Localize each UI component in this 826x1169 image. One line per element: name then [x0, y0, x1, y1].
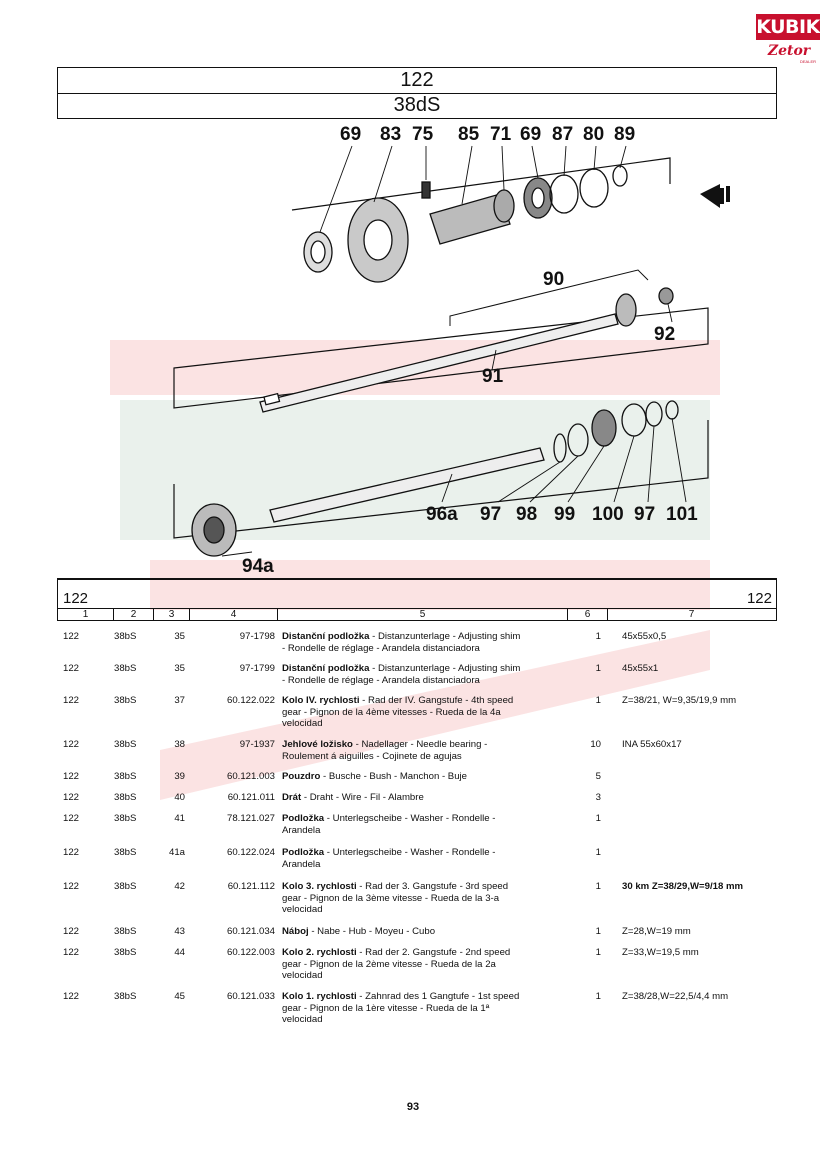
- row-note: 45x55x1: [622, 663, 659, 674]
- row-description-desc2: Arandela: [282, 858, 321, 870]
- row-note: Z=33,W=19,5 mm: [622, 947, 699, 958]
- table-header: [57, 608, 777, 621]
- row-group: 122: [63, 926, 80, 937]
- parts-table: [57, 578, 777, 1025]
- col-header-7: 7: [688, 609, 695, 620]
- row-description-cz: Kolo IV. rychlosti: [282, 695, 360, 706]
- row-section: 38bS: [114, 947, 137, 958]
- row-description-line1: - Distanzunterlage - Adjusting shim: [369, 663, 521, 674]
- row-part-number: 97-1937: [239, 739, 275, 750]
- row-note: Z=38/21, W=9,35/19,9 mm: [622, 695, 737, 706]
- row-section: 38bS: [114, 881, 137, 892]
- callout-91: 91: [482, 366, 504, 387]
- kubik-zetor-logo: [756, 14, 820, 64]
- row-description-line1: - Busche - Bush - Manchon - Buje: [320, 771, 468, 782]
- table-group-bar: [57, 578, 777, 608]
- callout-90: 90: [543, 269, 565, 290]
- row-section: 38bS: [114, 631, 137, 642]
- row-description-cz: Pouzdro: [282, 771, 321, 782]
- key-75: [422, 182, 430, 198]
- row-note: 30 km Z=38/29,W=9/18 mm: [622, 881, 744, 892]
- row-description-desc2: Roulement á aiguilles - Cojinete de agujas: [282, 750, 462, 762]
- row-section: 38bS: [114, 813, 137, 824]
- row-section: 38bS: [114, 739, 137, 750]
- row-quantity: 1: [595, 991, 601, 1002]
- page-number: 93: [406, 1101, 420, 1113]
- row-position: 41a: [168, 847, 185, 858]
- row-note: Z=28,W=19 mm: [622, 926, 691, 937]
- col-header-1: 1: [58, 609, 114, 620]
- row-quantity: 3: [595, 792, 601, 803]
- row-note: 45x55x0,5: [622, 631, 667, 642]
- row-description-desc2: gear - Pignon de la 4ème vitesses - Rueda de la 4a: [282, 706, 501, 718]
- ring-89: [613, 166, 627, 186]
- row-description-line1: - Distanzunterlage - Adjusting shim: [369, 631, 521, 642]
- bush-71: [494, 190, 514, 222]
- row-part-number: 60.121.011: [227, 792, 275, 803]
- row-part-number: 60.122.022: [226, 695, 275, 706]
- row-position: 43: [174, 926, 185, 937]
- row-note: Z=38/28,W=22,5/4,4 mm: [622, 991, 729, 1002]
- row-part-number: 60.121.034: [226, 926, 275, 937]
- row-section: 38bS: [114, 792, 137, 803]
- row-description-cz: Podložka: [282, 847, 325, 858]
- callout-85: 85: [458, 124, 480, 145]
- row-section: 38bS: [114, 695, 137, 706]
- row-description-line1: - Unterlegscheibe - Washer - Rondelle -: [324, 847, 496, 858]
- logo-dealer: DEALER: [800, 59, 817, 64]
- row-description-desc3: velocidad: [282, 1014, 323, 1025]
- row-group: 122: [63, 663, 80, 674]
- row-quantity: 1: [595, 881, 601, 892]
- section-code: 38dS: [393, 94, 441, 116]
- row-group: 122: [63, 847, 80, 858]
- row-description-desc2: gear - Pignon de la 2ème vitesse - Rueda de la 2a: [282, 958, 496, 970]
- row-section: 38bS: [114, 847, 137, 858]
- row-description-line1: - Zahnrad des 1 Gangtufe - 1st speed: [356, 991, 520, 1002]
- gear-end-90: [616, 294, 636, 326]
- row-description: [282, 991, 572, 1026]
- callout-99: 99: [554, 504, 576, 525]
- row-description-cz: Distanční podložka: [282, 663, 370, 674]
- row-quantity: 10: [590, 739, 601, 750]
- col-header-6: 6: [568, 609, 608, 620]
- ring-97b: [646, 402, 662, 426]
- row-group: 122: [63, 695, 80, 706]
- row-part-number: 60.122.003: [226, 947, 275, 958]
- row-position: 42: [174, 881, 185, 892]
- callout-75: 75: [412, 124, 434, 145]
- row-description-cz: Distanční podložka: [282, 631, 370, 642]
- row-group: 122: [63, 739, 80, 750]
- row-description-line1: - Rad der 3. Gangstufe - 3rd speed: [356, 881, 509, 892]
- row-group: 122: [63, 792, 80, 803]
- row-part-number: 60.122.024: [226, 847, 275, 858]
- row-description-cz: Podložka: [282, 813, 325, 824]
- row-description-line1: - Nabe - Hub - Moyeu - Cubo: [308, 926, 436, 937]
- row-quantity: 1: [595, 631, 601, 642]
- ring-97a: [554, 434, 566, 462]
- row-quantity: 1: [595, 663, 601, 674]
- row-description: [282, 947, 572, 982]
- row-description-cz: Jehlové ložisko: [282, 739, 353, 750]
- row-description-desc3: velocidad: [282, 904, 323, 915]
- table-group-left: 122: [63, 590, 89, 607]
- row-description-cz: Kolo 3. rychlosti: [282, 881, 357, 892]
- row-description: [282, 631, 572, 654]
- row-description-line1: - Unterlegscheibe - Washer - Rondelle -: [324, 813, 496, 824]
- section-header: [57, 67, 777, 119]
- row-description-desc3: velocidad: [282, 718, 323, 729]
- callout-101: 101: [666, 504, 698, 525]
- row-description-desc2: gear - Pignon de la 3ème vitesse - Rueda de la 3-a: [282, 892, 500, 904]
- row-part-number: 97-1799: [239, 663, 275, 674]
- col-header-2: 2: [114, 609, 154, 620]
- row-position: 44: [174, 947, 185, 958]
- row-description-desc2: - Rondelle de réglage - Arandela distanciadora: [282, 642, 480, 654]
- logo-sub: Zetor: [767, 43, 811, 59]
- row-part-number: 60.121.033: [226, 991, 275, 1002]
- nut-92: [659, 288, 673, 304]
- row-description-cz: Kolo 1. rychlosti: [282, 991, 357, 1002]
- bearing-99: [592, 410, 616, 446]
- col-header-5: 5: [278, 609, 568, 620]
- row-note: INA 55x60x17: [622, 739, 682, 750]
- row-section: 38bS: [114, 991, 137, 1002]
- ring-87: [550, 175, 578, 213]
- row-section: 38bS: [114, 771, 137, 782]
- row-position: 40: [174, 792, 185, 803]
- row-group: 122: [63, 991, 80, 1002]
- logo-brand: KUBIK: [756, 16, 820, 38]
- row-description-desc2: - Rondelle de réglage - Arandela distanciadora: [282, 674, 480, 686]
- row-quantity: 1: [595, 926, 601, 937]
- callout-96a: 96a: [426, 504, 458, 525]
- callout-97b: 97: [634, 504, 656, 525]
- row-group: 122: [63, 771, 80, 782]
- row-description: [282, 739, 572, 762]
- main-shaft: [260, 288, 676, 412]
- row-description-desc2: Arandela: [282, 824, 321, 836]
- callout-80: 80: [583, 124, 605, 145]
- row-description: [282, 771, 572, 783]
- row-description: [282, 926, 572, 938]
- row-group: 122: [63, 631, 80, 642]
- row-position: 38: [174, 739, 185, 750]
- row-position: 35: [174, 631, 185, 642]
- row-group: 122: [63, 881, 80, 892]
- row-quantity: 1: [595, 847, 601, 858]
- row-description-desc3: velocidad: [282, 970, 323, 981]
- row-position: 35: [174, 663, 185, 674]
- row-group: 122: [63, 813, 80, 824]
- row-description: [282, 663, 572, 686]
- row-part-number: 60.121.112: [227, 881, 275, 892]
- exploded-view-diagram: [160, 118, 730, 578]
- row-description-cz: Náboj: [282, 926, 309, 937]
- row-description-desc2: gear - Pignon de la 1ère vitesse - Rueda de la 1ª: [282, 1002, 490, 1014]
- ring-101: [666, 401, 678, 419]
- row-group: 122: [63, 947, 80, 958]
- ring-80: [580, 169, 608, 207]
- group-number: 122: [58, 68, 776, 94]
- row-position: 39: [174, 771, 185, 782]
- callout-83: 83: [380, 124, 402, 145]
- row-position: 45: [174, 991, 185, 1002]
- callout-87: 87: [552, 124, 574, 145]
- row-section: 38bS: [114, 663, 137, 674]
- row-description-line1: - Draht - Wire - Fil - Alambre: [301, 792, 424, 803]
- callout-71: 71: [490, 124, 512, 145]
- row-description-cz: Drát: [282, 792, 302, 803]
- row-description: [282, 847, 572, 870]
- row-quantity: 1: [595, 813, 601, 824]
- row-position: 41: [174, 813, 185, 824]
- row-position: 37: [174, 695, 185, 706]
- callout-98: 98: [516, 504, 538, 525]
- callout-69a: 69: [340, 124, 362, 145]
- row-quantity: 5: [595, 771, 601, 782]
- row-description: [282, 881, 572, 916]
- callout-69b: 69: [520, 124, 542, 145]
- row-description-line1: - Rad der 2. Gangstufe - 2nd speed: [356, 947, 511, 958]
- row-description-cz: Kolo 2. rychlosti: [282, 947, 357, 958]
- callout-94a: 94a: [242, 556, 274, 577]
- row-section: 38bS: [114, 926, 137, 937]
- row-description: [282, 695, 572, 730]
- row-quantity: 1: [595, 695, 601, 706]
- callout-92: 92: [654, 324, 676, 345]
- row-description-line1: - Rad der IV. Gangstufe - 4th speed: [359, 695, 514, 706]
- row-part-number: 60.121.003: [226, 771, 275, 782]
- direction-arrow-icon: [700, 184, 730, 208]
- callout-89: 89: [614, 124, 636, 145]
- lower-shaft-assembly: [192, 401, 678, 556]
- col-header-4: 4: [190, 609, 278, 620]
- ring-100: [622, 404, 646, 436]
- row-quantity: 1: [595, 947, 601, 958]
- row-description: [282, 813, 572, 836]
- table-group-right: 122: [746, 590, 772, 607]
- row-part-number: 97-1798: [239, 631, 275, 642]
- row-description-line1: - Nadellager - Needle bearing -: [352, 739, 488, 750]
- row-part-number: 78.121.027: [226, 813, 275, 824]
- col-header-3: 3: [154, 609, 190, 620]
- row-description: [282, 792, 572, 804]
- callout-100: 100: [592, 504, 624, 525]
- ring-98: [568, 424, 588, 456]
- callout-97a: 97: [480, 504, 502, 525]
